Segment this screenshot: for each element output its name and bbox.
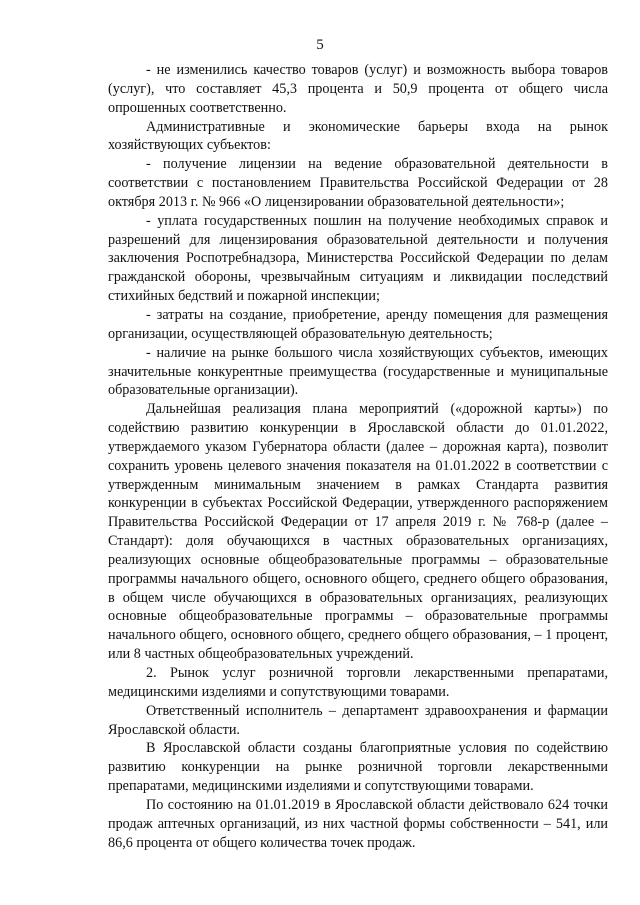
- paragraph-roadmap: Дальнейшая реализация плана мероприятий («дорожной карты») по содействию развитию конкуренции в Ярославской области до 01.01.2022, утверждаемого указом Губернатора области (далее – дорожная карта), позволит сохранить уровень целевого значения показателя на 01.01.2022 в соответствии с утвержденным минимальным значением в рамках Стандарта развития конкуренции в субъектах Российской Федерации, утвержденного распоряжением Правительства Российской Федерации от 17 апреля 2019 г. № 768-р (далее – Стандарт): доля обучающихся в частных образовательных организациях, реализующих основные общеобразовательные программы – образовательные программы начального общего, основного общего, среднего общего образования, в общем числе обучающихся в образовательных организациях, реализующих основные общеобразовательные программы – образовательные программы начального общего, основного общего, среднего общего образования, – 1 процент, или 8 частных общеобразовательных учреждений.: [108, 401, 608, 663]
- paragraph-pharmacy-statistics: По состоянию на 01.01.2019 в Ярославской области действовало 624 точки продаж аптечных организаций, из них частной формы собственности – 541, или 86,6 процента от общего количества точек продаж.: [108, 796, 608, 851]
- paragraph-market-pharmacy-heading: 2. Рынок услуг розничной торговли лекарственными препаратами, медицинскими изделиями и сопутствующими товарами.: [108, 665, 608, 700]
- paragraph-barriers-heading: Административные и экономические барьеры входа на рынок хозяйствующих субъектов:: [108, 118, 608, 154]
- paragraph-responsible-executor: Ответственный исполнитель – департамент здравоохранения и фармации Ярославской области.: [108, 702, 608, 738]
- paragraph-favorable-conditions: В Ярославской области созданы благоприятные условия по содействию развитию конкуренции на рынке розничной торговли лекарственными препаратами, медицинскими изделиями и сопутствующими товарами.: [108, 740, 608, 795]
- paragraph-unchanged-quality: - не изменились качество товаров (услуг) и возможность выбора товаров (услуг), что составляет 45,3 процента и 50,9 процента от общего числа опрошенных соответственно.: [108, 62, 608, 116]
- page-number: 5: [316, 37, 324, 53]
- paragraph-barrier-competitors: - наличие на рынке большого числа хозяйствующих субъектов, имеющих значительные конкурентные преимущества (государственные и муниципальные образовательные организации).: [108, 344, 608, 399]
- paragraph-barrier-fees: - уплата государственных пошлин на получение необходимых справок и разрешений для лицензирования образовательной деятельности и получения заключения Роспотребнадзора, Министерства Российской Федерации по делам гражданской обороны, чрезвычайным ситуациям и ликвидации последствий стихийных бедствий и пожарной инспекции;: [108, 212, 608, 305]
- document-body: [108, 61, 608, 852]
- paragraph-barrier-premises: - затраты на создание, приобретение, аренду помещения для размещения организации, осуществляющей образовательную деятельность;: [108, 306, 608, 342]
- paragraph-barrier-license: - получение лицензии на ведение образовательной деятельности в соответствии с постановлением Правительства Российской Федерации от 28 октября 2013 г. № 966 «О лицензировании образовательной деятельности»;: [108, 156, 608, 210]
